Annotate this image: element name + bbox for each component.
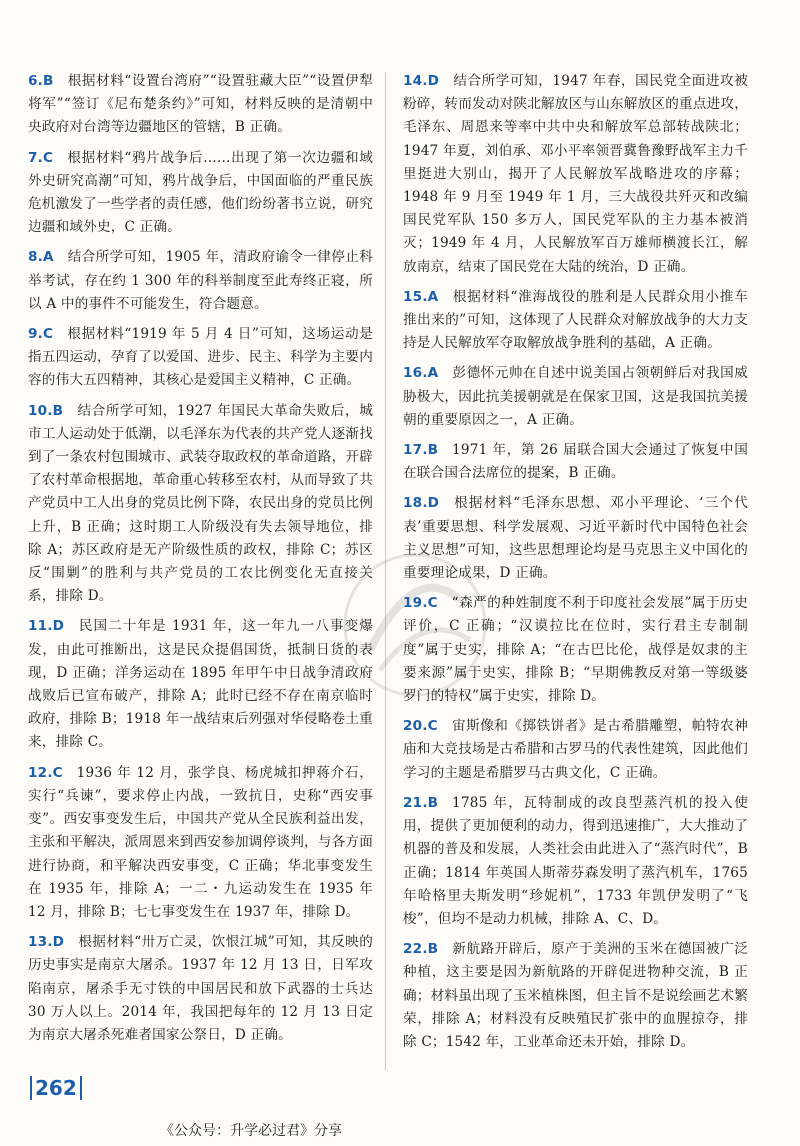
answer-item [403,492,748,585]
right-column [403,70,748,1061]
answer-number: 10.B [28,402,64,419]
answer-item [28,323,373,393]
answer-number: 18.D [403,495,440,512]
answer-number: 21.B [403,794,439,811]
answer-number: 13.D [28,934,65,951]
answer-number: 12.C [28,764,63,781]
answer-item [28,70,373,140]
answer-number: 20.C [403,718,438,735]
answer-number: 14.D [403,73,440,89]
answer-number: 9.C [28,326,54,343]
answer-item [403,70,748,279]
answer-number: 7.C [28,149,54,166]
answer-explanation: 1936 年 12 月，张学良、杨虎城扣押蒋介石，实行“兵谏”，要求停止内战，一致抗日，史称“西安事变”。西安事变发生后，中国共产党从全民族利益出发，主张和平解决，派周恩来到西安参加调停谈判，与各方面进行协商，和平解决西安事变，C 正确；华北事变发生在 1935 年，排除 A；一二・九运动发生在 1935 年 12 月，排除 B；七七事变发生在 1937 年，排除 D。 [28,764,373,920]
answer-explanation: 根据材料“淮海战役的胜利是人民群众用小推车推出来的”可知，这体现了人民群众对解放战争的大力支持是人民解放军夺取解放战争胜利的基础，A 正确。 [403,288,748,352]
column-divider [385,72,386,1070]
answer-explanation: 彭德怀元帅在自述中说美国占领朝鲜后对我国威胁极大，因此抗美援朝就是在保家卫国，这是我国抗美援朝的重要原因之一，A 正确。 [403,365,748,428]
answer-item [403,792,748,931]
page-number: 262 [30,1076,82,1100]
answer-number: 6.B [28,73,54,89]
answer-item [403,439,748,485]
left-column [28,70,373,1054]
answer-explanation: 根据材料“鸦片战争后……出现了第一次边疆和域外史研究高潮”可知，鸦片战争后，中国面临的严重民族危机激发了一些学者的责任感，他们纷纷著书立说，研究边疆和域外史，C 正确。 [28,149,373,236]
answer-explanation: 根据材料“设置台湾府”“设置驻藏大臣”“设置伊犁将军”“签订《尼布楚条约》”可知，材料反映的是清朝中央政府对台湾等边疆地区的管辖，B 正确。 [28,73,373,136]
answer-explanation: 1785 年，瓦特制成的改良型蒸汽机的投入使用，提供了更加便利的动力，得到迅速推广，大大推动了机器的普及和发展，人类社会由此进入了“蒸汽时代”，B 正确；1814 年英国人斯蒂芬森发明了蒸汽机车，1765 年哈格里夫斯发明“珍妮机”，1733 年凯伊发明了“飞梭”，但均不是动力机械，排除 A、C、D。 [403,794,748,927]
answer-item [28,762,373,924]
answer-number: 15.A [403,288,439,305]
answer-item [28,246,373,316]
answer-number: 11.D [28,618,65,635]
answer-item [28,147,373,240]
answer-explanation: 民国二十年是 1931 年，这一年九一八事变爆发，由此可推断出，这是民众提倡国货，抵制日货的表现，D 正确；洋务运动在 1895 年甲午中日战争清政府战败后已宣布破产，排除 A；此时已经不存在南京临时政府，排除 B；1918 年一战结束后列强对华侵略卷土重来，排除 C。 [28,618,373,751]
answer-number: 16.A [403,365,439,382]
answer-item [28,400,373,609]
answer-explanation: “森严的种姓制度不利于印度社会发展”属于历史评价，C 正确；“汉谟拉比在位时，实行君主专制制度”属于史实，排除 A；“在古巴比伦，战俘是奴隶的主要来源”属于史实，排除 B；“早期佛教反对第一等级婆罗门的特权”属于史实，排除 D。 [403,595,748,705]
answer-explanation: 根据材料“卅万亡灵，饮恨江城”可知，其反映的历史事实是南京大屠杀。1937 年 12 月 13 日，日军攻陷南京，屠杀手无寸铁的中国居民和放下武器的士兵达 30 万人以上。2014 年，我国把每年的 12 月 13 日定为南京大屠杀死难者国家公祭日，D 正确。 [28,934,373,1043]
answer-number: 8.A [28,249,54,266]
answer-explanation: 结合所学可知，1905 年，清政府谕令一律停止科举考试，存在约 1 300 年的科举制度至此寿终正寝，所以 A 中的事件不可能发生，符合题意。 [28,249,373,312]
answer-explanation: 新航路开辟后，原产于美洲的玉米在德国被广泛种植，这主要是因为新航路的开辟促进物种交流，B 正确；材料虽出现了玉米植株图，但主旨不是说绘画艺术繁荣，排除 A；材料没有反映殖民扩张中的血腥掠夺，排除 C；1542 年，工业革命还未开始，排除 D。 [403,941,748,1050]
answer-item [28,615,373,754]
answer-item [28,931,373,1047]
answer-number: 19.C [403,595,438,612]
answer-item [403,592,748,708]
answer-explanation: 结合所学可知，1927 年国民大革命失败后，城市工人运动处于低潮，以毛泽东为代表的共产党人逐渐找到了一条农村包围城市、武装夺取政权的革命道路，开辟了农村革命根据地，革命重心转移至农村，从而导致了共产党员中工人出身的党员比例下降，农民出身的党员比例上升，B 正确；这时期工人阶级没有失去领导地位，排除 A；苏区政府是无产阶级性质的政权，排除 C；苏区反“围剿”的胜利与共产党员的工农比例变化无直接关系，排除 D。 [28,402,373,605]
footer-note: 《公众号：升学必过君》分享 [160,1123,342,1139]
answer-explanation: 结合所学可知，1947 年春，国民党全面进攻被粉碎，转而发动对陕北解放区与山东解放区的重点进攻，毛泽东、周恩来等率中共中央和解放军总部转战陕北；1947 年夏，刘伯承、邓小平率领晋冀鲁豫野战军主力千里挺进大别山，揭开了人民解放军战略进攻的序幕；1948 年 9 月至 1949 年 1 月，三大战役共歼灭和改编国民党军队 150 多万人，国民党军队的主力基本被消灭；1949 年 4 月，人民解放军百万雄师横渡长江，解放南京，结束了国民党在大陆的统治，D 正确。 [403,73,748,275]
answer-explanation: 根据材料“1919 年 5 月 4 日”可知，这场运动是指五四运动，孕育了以爱国、进步、民主、科学为主要内容的伟大五四精神，其核心是爱国主义精神，C 正确。 [28,326,373,389]
answer-explanation: 根据材料“毛泽东思想、邓小平理论、‘三个代表’重要思想、科学发展观、习近平新时代中国特色社会主义思想”可知，这些思想理论均是马克思主义中国化的重要理论成果，D 正确。 [403,495,748,582]
answer-explanation: 宙斯像和《掷铁饼者》是古希腊雕塑，帕特农神庙和大竞技场是古希腊和古罗马的代表性建筑，因此他们学习的主题是希腊罗马古典文化，C 正确。 [403,718,748,781]
answer-explanation: 1971 年，第 26 届联合国大会通过了恢复中国在联合国合法席位的提案，B 正确。 [403,442,748,482]
answer-number: 17.B [403,442,439,459]
answer-item [403,715,748,785]
answer-item [403,938,748,1054]
answer-item [403,286,748,356]
answer-item [403,362,748,432]
answer-number: 22.B [403,941,439,958]
